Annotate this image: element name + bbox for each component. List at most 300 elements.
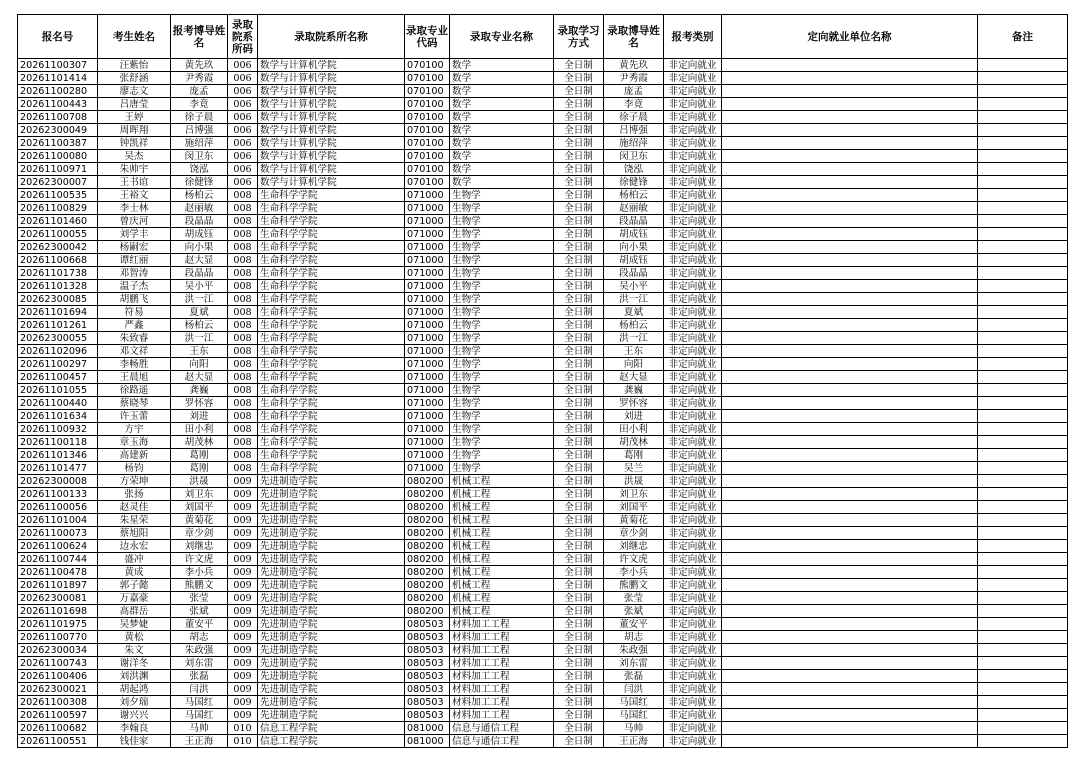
cell-registration-no: 20262300055 bbox=[18, 332, 98, 345]
cell-school-code: 008 bbox=[228, 462, 258, 475]
cell-employer-name bbox=[722, 696, 978, 709]
cell-registration-no: 20261100133 bbox=[18, 488, 98, 501]
cell-applied-supervisor: 饶泓 bbox=[171, 163, 228, 176]
cell-major-name: 材料加工工程 bbox=[450, 618, 554, 631]
header-major-code: 录取专业代码 bbox=[405, 15, 450, 59]
cell-application-type: 非定向就业 bbox=[664, 293, 722, 306]
table-row bbox=[18, 59, 1068, 72]
cell-employer-name bbox=[722, 579, 978, 592]
cell-school-name: 数学与计算机学院 bbox=[258, 59, 405, 72]
admission-table bbox=[17, 14, 1068, 748]
cell-school-code: 008 bbox=[228, 306, 258, 319]
table-row bbox=[18, 735, 1068, 748]
cell-major-code: 080503 bbox=[405, 683, 450, 696]
cell-applied-supervisor: 黄先玖 bbox=[171, 59, 228, 72]
cell-school-name: 先进制造学院 bbox=[258, 540, 405, 553]
cell-major-name: 材料加工工程 bbox=[450, 644, 554, 657]
cell-major-name: 生物学 bbox=[450, 462, 554, 475]
cell-admitted-supervisor: 李竟 bbox=[604, 98, 664, 111]
cell-study-mode: 全日制 bbox=[554, 540, 604, 553]
cell-employer-name bbox=[722, 436, 978, 449]
cell-admitted-supervisor: 赵大显 bbox=[604, 371, 664, 384]
cell-registration-no: 20261100478 bbox=[18, 566, 98, 579]
cell-applied-supervisor: 龚巍 bbox=[171, 384, 228, 397]
cell-remarks bbox=[978, 241, 1068, 254]
cell-remarks bbox=[978, 475, 1068, 488]
table-row bbox=[18, 683, 1068, 696]
cell-application-type: 非定向就业 bbox=[664, 449, 722, 462]
cell-school-name: 数学与计算机学院 bbox=[258, 85, 405, 98]
cell-applied-supervisor: 张斌 bbox=[171, 605, 228, 618]
table-row bbox=[18, 592, 1068, 605]
cell-candidate-name: 钟凯祥 bbox=[98, 137, 171, 150]
cell-registration-no: 20261101694 bbox=[18, 306, 98, 319]
cell-employer-name bbox=[722, 631, 978, 644]
cell-application-type: 非定向就业 bbox=[664, 59, 722, 72]
cell-major-name: 材料加工工程 bbox=[450, 683, 554, 696]
cell-applied-supervisor: 刘东雷 bbox=[171, 657, 228, 670]
cell-major-name: 信息与通信工程 bbox=[450, 722, 554, 735]
cell-applied-supervisor: 王正海 bbox=[171, 735, 228, 748]
cell-study-mode: 全日制 bbox=[554, 163, 604, 176]
cell-study-mode: 全日制 bbox=[554, 397, 604, 410]
cell-major-name: 生物学 bbox=[450, 410, 554, 423]
cell-remarks bbox=[978, 657, 1068, 670]
cell-employer-name bbox=[722, 514, 978, 527]
cell-registration-no: 20261100535 bbox=[18, 189, 98, 202]
table-row bbox=[18, 670, 1068, 683]
cell-application-type: 非定向就业 bbox=[664, 423, 722, 436]
cell-school-name: 生命科学学院 bbox=[258, 241, 405, 254]
cell-study-mode: 全日制 bbox=[554, 553, 604, 566]
cell-school-code: 006 bbox=[228, 137, 258, 150]
header-remarks: 备注 bbox=[978, 15, 1068, 59]
cell-candidate-name: 边永宏 bbox=[98, 540, 171, 553]
cell-remarks bbox=[978, 436, 1068, 449]
cell-school-name: 先进制造学院 bbox=[258, 514, 405, 527]
cell-employer-name bbox=[722, 345, 978, 358]
table-row bbox=[18, 345, 1068, 358]
cell-major-code: 071000 bbox=[405, 397, 450, 410]
cell-major-code: 080503 bbox=[405, 696, 450, 709]
cell-applied-supervisor: 刘进 bbox=[171, 410, 228, 423]
cell-school-name: 数学与计算机学院 bbox=[258, 137, 405, 150]
cell-registration-no: 20261100457 bbox=[18, 371, 98, 384]
cell-major-name: 机械工程 bbox=[450, 592, 554, 605]
cell-application-type: 非定向就业 bbox=[664, 475, 722, 488]
cell-school-name: 生命科学学院 bbox=[258, 371, 405, 384]
cell-registration-no: 20261100297 bbox=[18, 358, 98, 371]
cell-registration-no: 20261101738 bbox=[18, 267, 98, 280]
cell-school-code: 008 bbox=[228, 215, 258, 228]
cell-admitted-supervisor: 熊鹏文 bbox=[604, 579, 664, 592]
cell-admitted-supervisor: 刘进 bbox=[604, 410, 664, 423]
table-row bbox=[18, 228, 1068, 241]
cell-school-name: 生命科学学院 bbox=[258, 293, 405, 306]
cell-major-name: 数学 bbox=[450, 59, 554, 72]
cell-major-code: 071000 bbox=[405, 293, 450, 306]
cell-applied-supervisor: 张磊 bbox=[171, 670, 228, 683]
cell-school-code: 008 bbox=[228, 254, 258, 267]
cell-major-name: 生物学 bbox=[450, 384, 554, 397]
cell-remarks bbox=[978, 449, 1068, 462]
cell-major-code: 070100 bbox=[405, 59, 450, 72]
cell-applied-supervisor: 黄菊花 bbox=[171, 514, 228, 527]
cell-candidate-name: 朱文 bbox=[98, 644, 171, 657]
table-row bbox=[18, 423, 1068, 436]
cell-major-code: 071000 bbox=[405, 384, 450, 397]
cell-major-code: 071000 bbox=[405, 449, 450, 462]
cell-candidate-name: 黄松 bbox=[98, 631, 171, 644]
cell-major-code: 080503 bbox=[405, 670, 450, 683]
cell-registration-no: 20261101460 bbox=[18, 215, 98, 228]
cell-admitted-supervisor: 马国红 bbox=[604, 709, 664, 722]
cell-school-code: 008 bbox=[228, 228, 258, 241]
cell-application-type: 非定向就业 bbox=[664, 202, 722, 215]
cell-major-name: 数学 bbox=[450, 124, 554, 137]
cell-application-type: 非定向就业 bbox=[664, 709, 722, 722]
header-row bbox=[18, 15, 1068, 59]
cell-school-code: 008 bbox=[228, 267, 258, 280]
cell-school-code: 009 bbox=[228, 605, 258, 618]
cell-school-code: 008 bbox=[228, 332, 258, 345]
cell-remarks bbox=[978, 722, 1068, 735]
cell-candidate-name: 章玉海 bbox=[98, 436, 171, 449]
cell-application-type: 非定向就业 bbox=[664, 670, 722, 683]
cell-school-code: 009 bbox=[228, 540, 258, 553]
cell-application-type: 非定向就业 bbox=[664, 267, 722, 280]
cell-school-code: 008 bbox=[228, 358, 258, 371]
cell-registration-no: 20261100682 bbox=[18, 722, 98, 735]
cell-registration-no: 20261102096 bbox=[18, 345, 98, 358]
cell-applied-supervisor: 田小利 bbox=[171, 423, 228, 436]
cell-remarks bbox=[978, 98, 1068, 111]
cell-study-mode: 全日制 bbox=[554, 202, 604, 215]
cell-major-name: 数学 bbox=[450, 176, 554, 189]
cell-candidate-name: 胡起鸿 bbox=[98, 683, 171, 696]
cell-remarks bbox=[978, 397, 1068, 410]
cell-registration-no: 20261101346 bbox=[18, 449, 98, 462]
cell-admitted-supervisor: 葛刚 bbox=[604, 449, 664, 462]
cell-major-code: 071000 bbox=[405, 358, 450, 371]
cell-major-code: 071000 bbox=[405, 423, 450, 436]
cell-applied-supervisor: 段晶晶 bbox=[171, 267, 228, 280]
cell-major-code: 070100 bbox=[405, 137, 450, 150]
header-candidate-name: 考生姓名 bbox=[98, 15, 171, 59]
cell-study-mode: 全日制 bbox=[554, 384, 604, 397]
cell-registration-no: 20261100770 bbox=[18, 631, 98, 644]
cell-employer-name bbox=[722, 358, 978, 371]
cell-major-name: 数学 bbox=[450, 150, 554, 163]
cell-major-code: 080200 bbox=[405, 527, 450, 540]
cell-employer-name bbox=[722, 475, 978, 488]
cell-study-mode: 全日制 bbox=[554, 254, 604, 267]
cell-major-code: 071000 bbox=[405, 306, 450, 319]
cell-admitted-supervisor: 章少剑 bbox=[604, 527, 664, 540]
cell-applied-supervisor: 赵大显 bbox=[171, 254, 228, 267]
cell-study-mode: 全日制 bbox=[554, 683, 604, 696]
cell-applied-supervisor: 董安平 bbox=[171, 618, 228, 631]
cell-employer-name bbox=[722, 202, 978, 215]
cell-study-mode: 全日制 bbox=[554, 475, 604, 488]
cell-school-code: 008 bbox=[228, 436, 258, 449]
cell-candidate-name: 符易 bbox=[98, 306, 171, 319]
cell-remarks bbox=[978, 163, 1068, 176]
cell-employer-name bbox=[722, 644, 978, 657]
cell-applied-supervisor: 洪一江 bbox=[171, 293, 228, 306]
cell-admitted-supervisor: 胡茂林 bbox=[604, 436, 664, 449]
cell-major-code: 071000 bbox=[405, 462, 450, 475]
cell-registration-no: 20261101698 bbox=[18, 605, 98, 618]
cell-candidate-name: 周晖翔 bbox=[98, 124, 171, 137]
cell-study-mode: 全日制 bbox=[554, 592, 604, 605]
cell-remarks bbox=[978, 631, 1068, 644]
cell-admitted-supervisor: 胡志 bbox=[604, 631, 664, 644]
cell-admitted-supervisor: 庞孟 bbox=[604, 85, 664, 98]
cell-admitted-supervisor: 赵丽敏 bbox=[604, 202, 664, 215]
cell-employer-name bbox=[722, 98, 978, 111]
cell-major-code: 070100 bbox=[405, 176, 450, 189]
cell-applied-supervisor: 庞孟 bbox=[171, 85, 228, 98]
cell-application-type: 非定向就业 bbox=[664, 488, 722, 501]
cell-remarks bbox=[978, 371, 1068, 384]
cell-remarks bbox=[978, 683, 1068, 696]
cell-admitted-supervisor: 董安平 bbox=[604, 618, 664, 631]
cell-study-mode: 全日制 bbox=[554, 111, 604, 124]
cell-study-mode: 全日制 bbox=[554, 332, 604, 345]
cell-major-code: 080200 bbox=[405, 566, 450, 579]
cell-major-code: 071000 bbox=[405, 436, 450, 449]
cell-major-name: 数学 bbox=[450, 72, 554, 85]
cell-admitted-supervisor: 黄菊花 bbox=[604, 514, 664, 527]
table-row bbox=[18, 384, 1068, 397]
cell-school-name: 先进制造学院 bbox=[258, 683, 405, 696]
cell-registration-no: 20262300008 bbox=[18, 475, 98, 488]
cell-major-name: 材料加工工程 bbox=[450, 696, 554, 709]
cell-study-mode: 全日制 bbox=[554, 176, 604, 189]
cell-school-code: 009 bbox=[228, 709, 258, 722]
cell-school-code: 009 bbox=[228, 618, 258, 631]
cell-application-type: 非定向就业 bbox=[664, 189, 722, 202]
cell-admitted-supervisor: 刘卫东 bbox=[604, 488, 664, 501]
cell-application-type: 非定向就业 bbox=[664, 553, 722, 566]
cell-employer-name bbox=[722, 657, 978, 670]
cell-major-code: 070100 bbox=[405, 111, 450, 124]
cell-registration-no: 20262300021 bbox=[18, 683, 98, 696]
cell-candidate-name: 郭子懿 bbox=[98, 579, 171, 592]
cell-registration-no: 20261100056 bbox=[18, 501, 98, 514]
cell-major-name: 生物学 bbox=[450, 397, 554, 410]
table-row bbox=[18, 722, 1068, 735]
cell-admitted-supervisor: 向阳 bbox=[604, 358, 664, 371]
cell-school-code: 006 bbox=[228, 124, 258, 137]
cell-study-mode: 全日制 bbox=[554, 735, 604, 748]
table-header bbox=[18, 15, 1068, 59]
cell-study-mode: 全日制 bbox=[554, 371, 604, 384]
cell-candidate-name: 吴杰 bbox=[98, 150, 171, 163]
cell-major-code: 071000 bbox=[405, 280, 450, 293]
cell-school-name: 生命科学学院 bbox=[258, 254, 405, 267]
cell-remarks bbox=[978, 189, 1068, 202]
cell-employer-name bbox=[722, 111, 978, 124]
cell-study-mode: 全日制 bbox=[554, 722, 604, 735]
cell-applied-supervisor: 王东 bbox=[171, 345, 228, 358]
cell-school-name: 数学与计算机学院 bbox=[258, 98, 405, 111]
table-row bbox=[18, 475, 1068, 488]
cell-major-code: 071000 bbox=[405, 319, 450, 332]
table-row bbox=[18, 696, 1068, 709]
cell-registration-no: 20261100280 bbox=[18, 85, 98, 98]
cell-employer-name bbox=[722, 319, 978, 332]
cell-remarks bbox=[978, 644, 1068, 657]
cell-candidate-name: 刘洪渊 bbox=[98, 670, 171, 683]
cell-major-code: 080503 bbox=[405, 631, 450, 644]
cell-employer-name bbox=[722, 371, 978, 384]
cell-school-name: 先进制造学院 bbox=[258, 618, 405, 631]
cell-school-code: 009 bbox=[228, 501, 258, 514]
cell-remarks bbox=[978, 579, 1068, 592]
table-row bbox=[18, 540, 1068, 553]
cell-school-code: 008 bbox=[228, 319, 258, 332]
table-row bbox=[18, 566, 1068, 579]
cell-employer-name bbox=[722, 423, 978, 436]
cell-major-name: 生物学 bbox=[450, 345, 554, 358]
cell-admitted-supervisor: 许文虎 bbox=[604, 553, 664, 566]
cell-admitted-supervisor: 徐健锋 bbox=[604, 176, 664, 189]
table-row bbox=[18, 280, 1068, 293]
cell-admitted-supervisor: 罗怀容 bbox=[604, 397, 664, 410]
cell-school-name: 先进制造学院 bbox=[258, 527, 405, 540]
cell-registration-no: 20261101055 bbox=[18, 384, 98, 397]
cell-school-name: 生命科学学院 bbox=[258, 423, 405, 436]
cell-study-mode: 全日制 bbox=[554, 605, 604, 618]
cell-application-type: 非定向就业 bbox=[664, 579, 722, 592]
cell-remarks bbox=[978, 111, 1068, 124]
cell-school-code: 008 bbox=[228, 423, 258, 436]
cell-school-code: 006 bbox=[228, 85, 258, 98]
table-row bbox=[18, 358, 1068, 371]
table-row bbox=[18, 202, 1068, 215]
cell-major-name: 数学 bbox=[450, 111, 554, 124]
cell-registration-no: 20261100440 bbox=[18, 397, 98, 410]
cell-study-mode: 全日制 bbox=[554, 189, 604, 202]
cell-major-code: 080200 bbox=[405, 553, 450, 566]
cell-major-name: 生物学 bbox=[450, 254, 554, 267]
cell-applied-supervisor: 杨柏云 bbox=[171, 319, 228, 332]
cell-school-name: 数学与计算机学院 bbox=[258, 111, 405, 124]
cell-school-code: 009 bbox=[228, 553, 258, 566]
cell-candidate-name: 谢兴兴 bbox=[98, 709, 171, 722]
cell-application-type: 非定向就业 bbox=[664, 371, 722, 384]
cell-major-name: 机械工程 bbox=[450, 566, 554, 579]
cell-remarks bbox=[978, 72, 1068, 85]
cell-study-mode: 全日制 bbox=[554, 709, 604, 722]
cell-employer-name bbox=[722, 735, 978, 748]
cell-admitted-supervisor: 朱政强 bbox=[604, 644, 664, 657]
cell-remarks bbox=[978, 488, 1068, 501]
cell-registration-no: 20261101328 bbox=[18, 280, 98, 293]
cell-admitted-supervisor: 闵卫东 bbox=[604, 150, 664, 163]
table-row bbox=[18, 241, 1068, 254]
table-row bbox=[18, 267, 1068, 280]
cell-study-mode: 全日制 bbox=[554, 59, 604, 72]
cell-candidate-name: 朱致睿 bbox=[98, 332, 171, 345]
cell-study-mode: 全日制 bbox=[554, 631, 604, 644]
cell-candidate-name: 黄成 bbox=[98, 566, 171, 579]
cell-candidate-name: 李士林 bbox=[98, 202, 171, 215]
cell-registration-no: 20261100387 bbox=[18, 137, 98, 150]
cell-candidate-name: 邓智涛 bbox=[98, 267, 171, 280]
header-school-code: 录取院系所码 bbox=[228, 15, 258, 59]
cell-study-mode: 全日制 bbox=[554, 527, 604, 540]
cell-school-name: 数学与计算机学院 bbox=[258, 124, 405, 137]
cell-candidate-name: 张舒涵 bbox=[98, 72, 171, 85]
cell-applied-supervisor: 胡成钰 bbox=[171, 228, 228, 241]
cell-candidate-name: 谭红丽 bbox=[98, 254, 171, 267]
header-employer-name: 定向就业单位名称 bbox=[722, 15, 978, 59]
cell-admitted-supervisor: 杨柏云 bbox=[604, 189, 664, 202]
cell-admitted-supervisor: 夏斌 bbox=[604, 306, 664, 319]
cell-admitted-supervisor: 李小兵 bbox=[604, 566, 664, 579]
cell-study-mode: 全日制 bbox=[554, 280, 604, 293]
cell-application-type: 非定向就业 bbox=[664, 176, 722, 189]
cell-major-name: 生物学 bbox=[450, 436, 554, 449]
cell-candidate-name: 万嘉豪 bbox=[98, 592, 171, 605]
cell-remarks bbox=[978, 423, 1068, 436]
cell-admitted-supervisor: 段晶晶 bbox=[604, 215, 664, 228]
cell-applied-supervisor: 向小果 bbox=[171, 241, 228, 254]
cell-study-mode: 全日制 bbox=[554, 696, 604, 709]
cell-remarks bbox=[978, 410, 1068, 423]
cell-study-mode: 全日制 bbox=[554, 228, 604, 241]
cell-school-name: 先进制造学院 bbox=[258, 553, 405, 566]
cell-candidate-name: 严鑫 bbox=[98, 319, 171, 332]
cell-major-name: 材料加工工程 bbox=[450, 670, 554, 683]
cell-registration-no: 20261100308 bbox=[18, 696, 98, 709]
cell-study-mode: 全日制 bbox=[554, 657, 604, 670]
cell-school-code: 009 bbox=[228, 644, 258, 657]
cell-school-code: 009 bbox=[228, 475, 258, 488]
table-row bbox=[18, 514, 1068, 527]
cell-school-name: 数学与计算机学院 bbox=[258, 72, 405, 85]
cell-registration-no: 20261100708 bbox=[18, 111, 98, 124]
cell-school-name: 先进制造学院 bbox=[258, 475, 405, 488]
cell-major-name: 数学 bbox=[450, 98, 554, 111]
cell-remarks bbox=[978, 85, 1068, 98]
cell-application-type: 非定向就业 bbox=[664, 501, 722, 514]
cell-employer-name bbox=[722, 306, 978, 319]
cell-study-mode: 全日制 bbox=[554, 488, 604, 501]
cell-candidate-name: 王裕文 bbox=[98, 189, 171, 202]
cell-major-code: 070100 bbox=[405, 124, 450, 137]
cell-major-name: 机械工程 bbox=[450, 605, 554, 618]
cell-registration-no: 20261100073 bbox=[18, 527, 98, 540]
cell-major-name: 生物学 bbox=[450, 449, 554, 462]
cell-remarks bbox=[978, 592, 1068, 605]
cell-application-type: 非定向就业 bbox=[664, 137, 722, 150]
cell-applied-supervisor: 闫洪 bbox=[171, 683, 228, 696]
cell-candidate-name: 高建新 bbox=[98, 449, 171, 462]
table-row bbox=[18, 462, 1068, 475]
cell-registration-no: 20261100597 bbox=[18, 709, 98, 722]
cell-applied-supervisor: 熊鹏文 bbox=[171, 579, 228, 592]
cell-employer-name bbox=[722, 449, 978, 462]
cell-school-code: 008 bbox=[228, 345, 258, 358]
cell-school-code: 009 bbox=[228, 579, 258, 592]
cell-admitted-supervisor: 施绍萍 bbox=[604, 137, 664, 150]
cell-school-name: 生命科学学院 bbox=[258, 319, 405, 332]
cell-major-code: 071000 bbox=[405, 254, 450, 267]
